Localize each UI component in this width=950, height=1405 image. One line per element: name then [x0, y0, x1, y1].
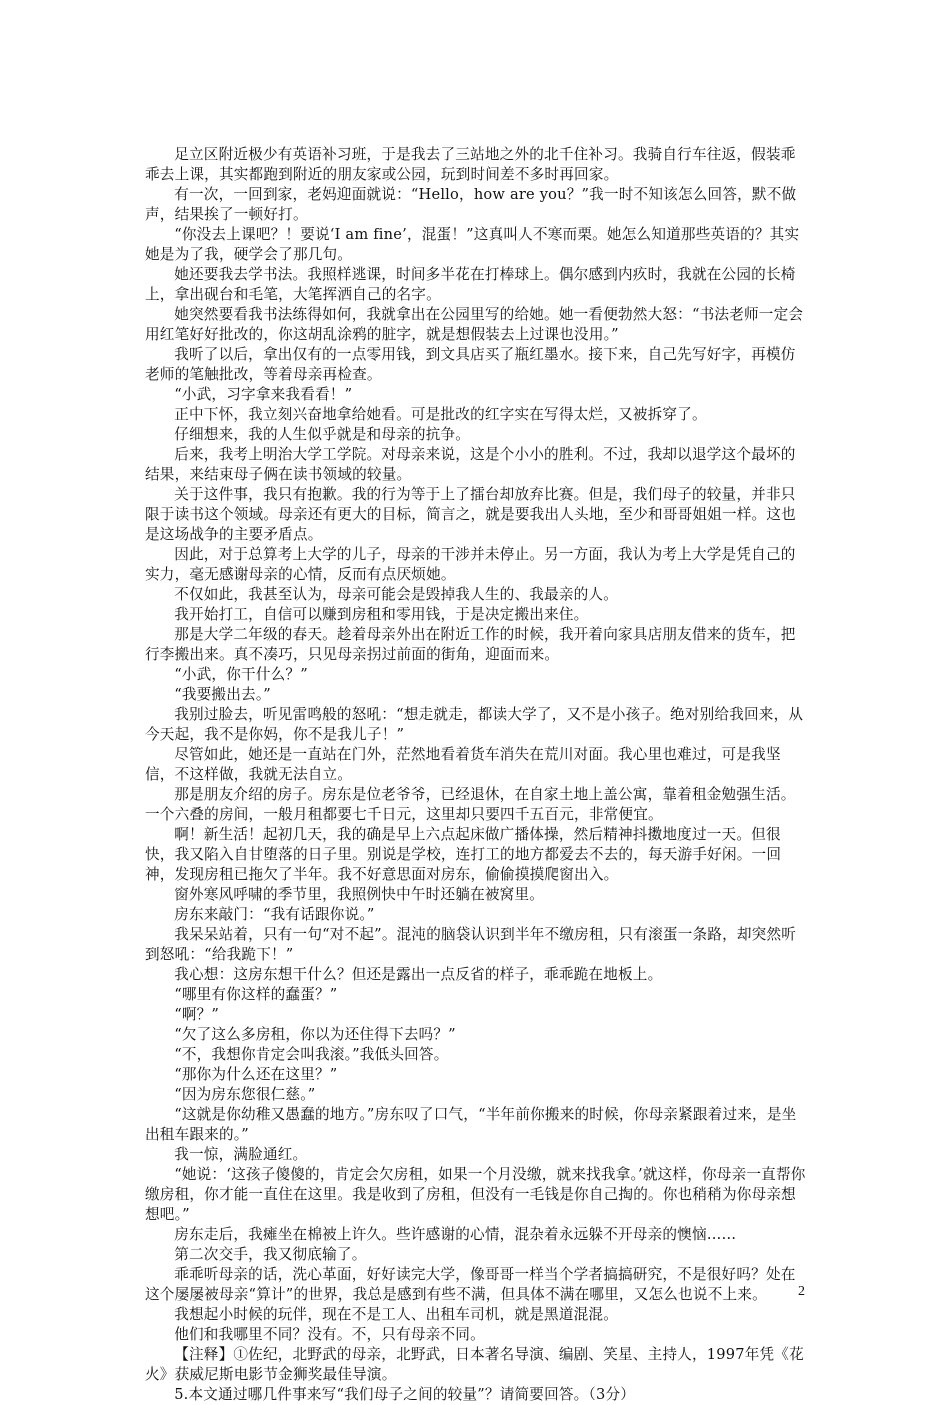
paragraph-26: “哪里有你这样的蠢蛋？” — [174, 986, 338, 1003]
paragraph-28: “欠了这么多房租，你以为还住得下去吗？” — [174, 1026, 456, 1043]
paragraph-31: “因为房东您很仁慈。” — [174, 1086, 316, 1103]
paragraph-2: 有一次，一回到家，老妈迎面就说：“Hello，how are you？”我一时不知该怎么回答，默不做声，结果挨了一顿好打。 — [145, 186, 797, 223]
paragraph-30: “那你为什么还在这里？” — [174, 1066, 338, 1083]
paragraph-8: 正中下怀，我立刻兴奋地拿给她看。可是批改的红字实在写得太烂，又被拆穿了。 — [174, 406, 707, 423]
paragraph-32: “这就是你幼稚又愚蠢的地方。”房东叹了口气，“半年前你搬来的时候，你母亲紧跟着过来，是坐出租车跟来的。” — [145, 1106, 797, 1143]
paragraph-21: 啊！新生活！起初几天，我的确是早上六点起床做广播体操，然后精神抖擞地度过一天。但很快，我又陷入自甘堕落的日子里。别说是学校，连打工的地方都爱去不去的，每天游手好闲。一回神，发现房租已拖欠了半年。我不好意思面对房东，偷偷摸摸爬窗出入。 — [145, 826, 782, 883]
paragraph-23: 房东来敲门：“我有话跟你说。” — [174, 906, 375, 923]
paragraph-3: “你没去上课吧？！要说‘I am fine’，混蛋！”这真叫人不寒而栗。她怎么知道那些英语的？其实她是为了我，硬学会了那几句。 — [145, 226, 800, 263]
paragraph-7: “小武，习字拿来我看看！” — [174, 386, 353, 403]
paragraph-9: 仔细想来，我的人生似乎就是和母亲的抗争。 — [174, 426, 471, 443]
paragraph-13: 不仅如此，我甚至认为，母亲可能会是毁掉我人生的、我最亲的人。 — [174, 586, 619, 603]
paragraph-11: 关于这件事，我只有抱歉。我的行为等于上了擂台却放弃比赛。但是，我们母子的较量，并非只限于读书这个领域。母亲还有更大的目标，简言之，就是要我出人头地，至少和哥哥姐姐一样。这也是这场战争的主要矛盾点。 — [145, 486, 796, 543]
paragraph-27: “啊？” — [174, 1006, 220, 1023]
paragraph-20: 那是朋友介绍的房子。房东是位老爷爷，已经退休，在自家土地上盖公寓，靠着租金勉强生活。一个六叠的房间，一般月租都要七千日元，这里却只要四千五百元，非常便宜。 — [145, 786, 796, 823]
paragraph-37: 乖乖听母亲的话，洗心革面，好好读完大学，像哥哥一样当个学者搞搞研究，不是很好吗？处在这个屡屡被母亲“算计”的世界，我总是感到有些不满，但具体不满在哪里，又怎么也说不上来。 — [145, 1266, 796, 1303]
paragraph-19: 尽管如此，她还是一直站在门外，茫然地看着货车消失在荒川对面。我心里也难过，可是我坚信，不这样做，我就无法自立。 — [145, 746, 781, 783]
article-body — [145, 145, 810, 1405]
paragraph-15: 那是大学二年级的春天。趁着母亲外出在附近工作的时候，我开着向家具店朋友借来的货车，把行李搬出来。真不凑巧，只见母亲拐过前面的街角，迎面而来。 — [145, 626, 796, 663]
annotation-note: 【注释】①佐纪，北野武的母亲，北野武，日本著名导演、编剧、笑星、主持人，1997年凭《花火》获威尼斯电影节金狮奖最佳导演。 — [145, 1346, 804, 1383]
paragraph-1: 足立区附近极少有英语补习班，于是我去了三站地之外的北千住补习。我骑自行车往返，假装乖乖去上课，其实都跑到附近的朋友家或公园，玩到时间差不多时再回家。 — [145, 146, 796, 183]
paragraph-34: “她说：‘这孩子傻傻的，肯定会欠房租，如果一个月没缴，就来找我拿。’就这样，你母亲一直帮你缴房租，你才能一直住在这里。我是收到了房租，但没有一毛钱是你自己掏的。你也稍稍为你母亲想想吧。” — [145, 1166, 806, 1223]
paragraph-12: 因此，对于总算考上大学的儿子，母亲的干涉并未停止。另一方面，我认为考上大学是凭自己的实力，毫无感谢母亲的心情，反而有点厌烦她。 — [145, 546, 796, 583]
paragraph-33: 我一惊，满脸通红。 — [174, 1146, 308, 1163]
paragraph-16: “小武，你干什么？” — [174, 666, 308, 683]
page-number: 2 — [798, 1284, 805, 1299]
paragraph-22: 窗外寒风呼啸的季节里，我照例快中午时还躺在被窝里。 — [174, 886, 545, 903]
paragraph-25: 我心想：这房东想干什么？但还是露出一点反省的样子，乖乖跪在地板上。 — [174, 966, 663, 983]
paragraph-14: 我开始打工，自信可以赚到房租和零用钱，于是决定搬出来住。 — [174, 606, 589, 623]
paragraph-36: 第二次交手，我又彻底输了。 — [174, 1246, 367, 1263]
question-5: 5.本文通过哪几件事来写“我们母子之间的较量”？请简要回答。（3分） — [174, 1386, 636, 1403]
paragraph-6: 我听了以后，拿出仅有的一点零用钱，到文具店买了瓶红墨水。接下来，自己先写好字，再模仿老师的笔触批改，等着母亲再检查。 — [145, 346, 796, 383]
paragraph-38: 我想起小时候的玩伴，现在不是工人、出租车司机，就是黑道混混。 — [174, 1306, 619, 1323]
paragraph-18: 我别过脸去，听见雷鸣般的怒吼：“想走就走，都读大学了，又不是小孩子。绝对别给我回来，从今天起，我不是你妈，你不是我儿子！” — [145, 706, 804, 743]
paragraph-24: 我呆呆站着，只有一句“对不起”。混沌的脑袋认识到半年不缴房租，只有滚蛋一条路，却突然听到怒吼：“给我跪下！” — [145, 926, 797, 963]
paragraph-10: 后来，我考上明治大学工学院。对母亲来说，这是个小小的胜利。不过，我却以退学这个最坏的结果，来结束母子俩在读书领域的较量。 — [145, 446, 796, 483]
paragraph-5: 她突然要看我书法练得如何，我就拿出在公园里写的给她。她一看便勃然大怒：“书法老师一定会用红笔好好批改的，你这胡乱涂鸦的脏字，就是想假装去上过课也没用。” — [145, 306, 804, 343]
paragraph-17: “我要搬出去。” — [174, 686, 271, 703]
paragraph-35: 房东走后，我瘫坐在棉被上许久。些许感谢的心情，混杂着永远躲不开母亲的懊恼…… — [174, 1226, 737, 1243]
paragraph-29: “不，我想你肯定会叫我滚。”我低头回答。 — [174, 1046, 449, 1063]
paragraph-39: 他们和我哪里不同？没有。不，只有母亲不同。 — [174, 1326, 485, 1343]
paragraph-4: 她还要我去学书法。我照样逃课，时间多半花在打棒球上。偶尔感到内疚时，我就在公园的长椅上，拿出砚台和毛笔，大笔挥洒自己的名字。 — [145, 266, 796, 303]
